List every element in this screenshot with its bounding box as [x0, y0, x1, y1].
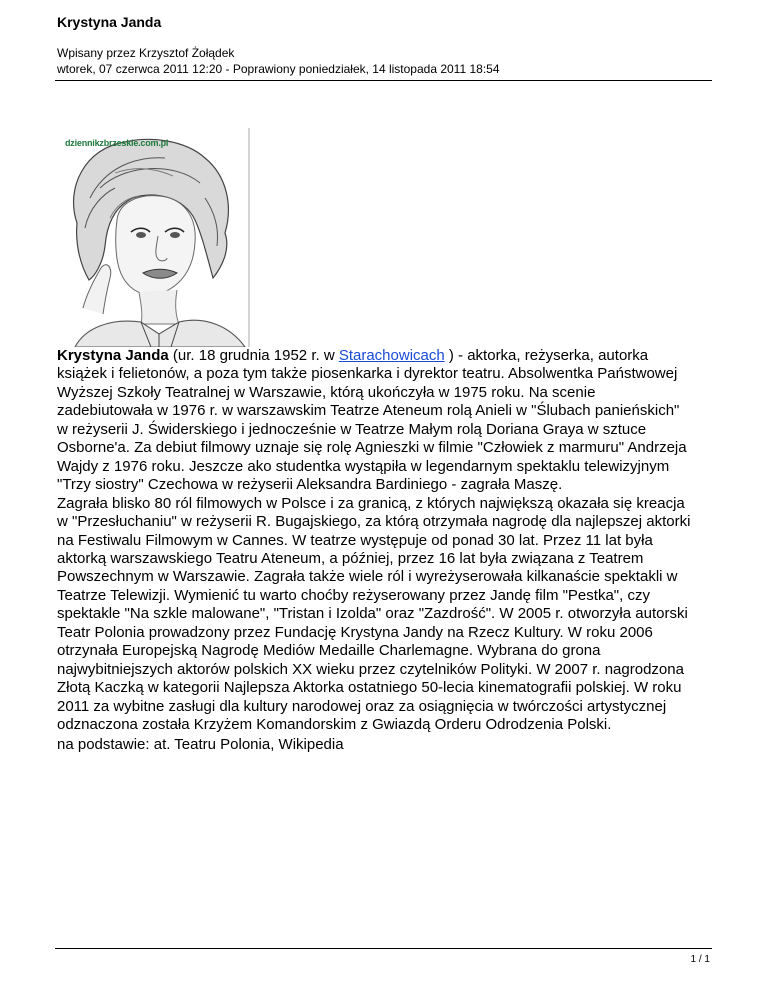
article-line-first: [57, 347, 721, 365]
article-line: zadebiutowała w 1976 r. w warszawskim Teatrze Ateneum rolą Anieli w "Ślubach panieńskich": [57, 402, 680, 420]
article-line: Wyższej Szkoły Teatralnej w Warszawie, którą ukończyła w 1975 roku. Na scenie: [57, 383, 596, 401]
page-title: Krystyna Janda: [57, 14, 162, 30]
article-line: 2011 za wybitne zasługi dla kultury narodowej oraz za osiągnięcia w twórczości artystycznej: [57, 697, 667, 715]
portrait-watermark: dziennikzbrzeskie.com.pl: [65, 138, 169, 148]
source-note: na podstawie: at. Teatru Polonia, Wikipedia: [57, 736, 344, 753]
article-line: aktorką warszawskiego Teatru Ateneum, a później, przez 16 lat była związana z Teatrem: [57, 549, 644, 567]
article-line: na Festiwalu Filmowym w Cannes. W teatrze występuje od ponad 30 lat. Przez 11 lat była: [57, 531, 653, 549]
article-line: spektakle "Na szkle malowane", "Tristan i Izolda" oraz "Zazdrość". W 2005 r. otworzyła autorski: [57, 605, 688, 623]
portrait-image: [55, 128, 250, 347]
author-line: Wpisany przez Krzysztof Żołądek: [57, 46, 235, 60]
starachowice-link[interactable]: Starachowicach: [338, 347, 445, 364]
article-line1-pre: (ur. 18 grudnia 1952 r. w: [168, 347, 339, 364]
date-line: wtorek, 07 czerwca 2011 12:20 - Poprawiony poniedziałek, 14 listopada 2011 18:54: [57, 62, 500, 76]
article-line: "Trzy siostry" Czechowa w reżyserii Aleksandra Bardiniego - zagrała Maszę.: [57, 476, 563, 494]
page-number: 1 / 1: [690, 954, 710, 965]
article-line1-post: ) - aktorka, reżyserka, autorka: [444, 347, 649, 364]
article-line: Teatrze Telewizji. Wymienić tu warto choćby reżyserowany przez Jandę film "Pestka", czy: [57, 586, 650, 604]
article-line: Powszechnym w Warszawie. Zagrała także wiele ról i wyreżyserowała kilkanaście spektakli w: [57, 568, 678, 586]
article-line: książek i felietonów, a poza tym także piosenkarka i dyrektor teatru. Absolwentka Państwowej: [57, 365, 678, 383]
article-line: w reżyserii J. Świderskiego i jednocześnie w Teatrze Małym rolą Doriana Graya w sztuce: [57, 420, 647, 438]
footer-divider: [55, 948, 712, 949]
article-line: Złotą Kaczką w kategorii Najlepsza Aktorka ostatniego 50-lecia kinematografii polskiej. W roku: [57, 679, 682, 697]
article-line: Zagrała blisko 80 ról filmowych w Polsce i za granicą, z których największą okazała się kreacja: [57, 494, 685, 512]
article-line: odznaczona została Krzyżem Komandorskim z Gwiazdą Orderu Odrodzenia Polski.: [57, 716, 612, 734]
article-lead-name: Krystyna Janda: [57, 347, 169, 364]
article-line: Osborne'a. Za debiut filmowy uznaje się rolę Agnieszki w filmie "Człowiek z marmuru" Andrzeja: [57, 439, 687, 457]
article-body: [57, 347, 721, 735]
article-line: w "Przesłuchaniu" w reżyserii R. Bugajskiego, za którą otrzymała nagrodę dla najlepszej aktorki: [57, 513, 691, 531]
article-line: najwybitniejszych aktorów polskich XX wieku przez czytelników Polityki. W 2007 r. nagrodzona: [57, 660, 684, 678]
article-line: Wajdy z 1976 roku. Jeszcze ako studentka wystąpiła w legendarnym spektaklu telewizyjnym: [57, 457, 670, 475]
article-line: Teatr Polonia prowadzony przez Fundację Krystyna Jandy na Rzecz Kultury. W roku 2006: [57, 623, 653, 641]
header-divider: [55, 80, 712, 81]
article-line: otrzynała Europejską Nagrodę Mediów Medaille Charlemagne. Wybrana do grona: [57, 642, 601, 660]
